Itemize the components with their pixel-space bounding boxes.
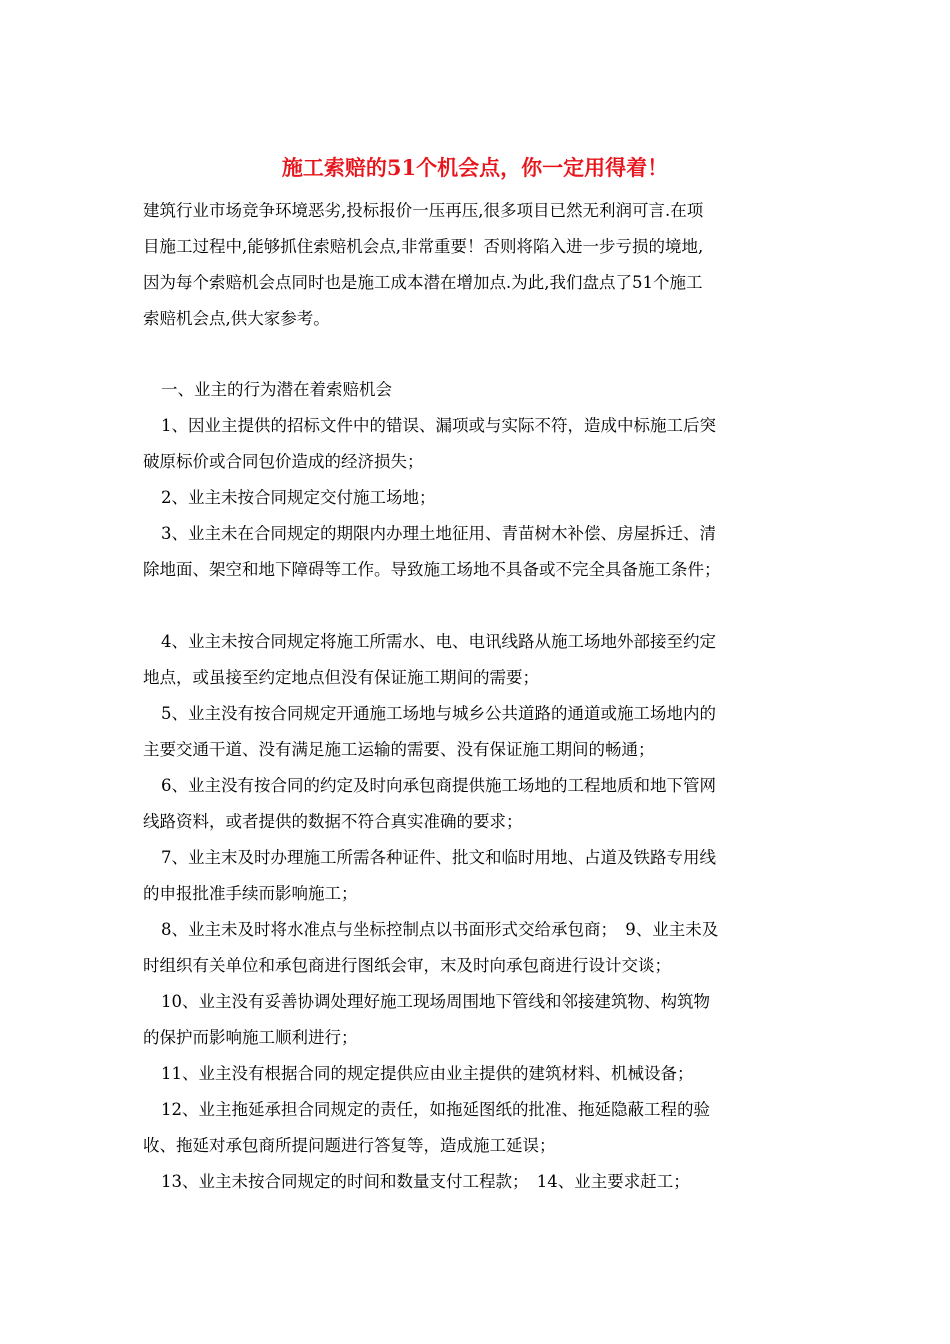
list-item-line: 11、业主没有根据合同的规定提供应由业主提供的建筑材料、机械设备； xyxy=(161,1064,694,1083)
list-item-line: 7、业主末及时办理施工所需各种证件、批文和临时用地、占道及铁路专用线 xyxy=(161,848,716,867)
claims-list xyxy=(143,372,809,1200)
list-item-line: 5、业主没有按合同规定开通施工场地与城乡公共道路的通道或施工场地内的 xyxy=(161,704,716,723)
list-item-line: 3、业主未在合同规定的期限内办理土地征用、青苗树木补偿、房屋拆迁、清 xyxy=(161,524,716,543)
list-item xyxy=(143,516,809,588)
list-item-line: 13、业主未按合同规定的时间和数量支付工程款； 14、业主要求赶工； xyxy=(161,1172,690,1191)
list-item-line: 破原标价或合同包价造成的经济损失； xyxy=(143,452,424,471)
list-item-line: 主要交通干道、没有满足施工运输的需要、没有保证施工期间的畅通； xyxy=(143,740,655,759)
intro-line: 目施工过程中,能够抓住索赔机会点,非常重要！否则将陷入进一步亏损的境地, xyxy=(143,237,704,256)
list-item-line: 12、业主拖延承担合同规定的责任，如拖延图纸的批准、拖延隐蔽工程的验 xyxy=(161,1100,710,1119)
list-item-line: 线路资料，或者提供的数据不符合真实准确的要求； xyxy=(143,812,523,831)
list-item-line: 时组织有关单位和承包商进行图纸会审，末及时向承包商进行设计交谈； xyxy=(143,956,671,975)
document-title: 施工索赔的51个机会点，你一定用得着！ xyxy=(281,155,669,180)
list-item xyxy=(143,1092,809,1164)
list-item xyxy=(143,408,809,480)
list-item-line: 2、业主未按合同规定交付施工场地； xyxy=(161,488,436,507)
list-item xyxy=(143,840,809,912)
list-item-line: 4、业主未按合同规定将施工所需水、电、电讯线路从施工场地外部接至约定 xyxy=(161,632,716,651)
list-item-line: 10、业主没有妥善协调处理好施工现场周围地下管线和邻接建筑物、构筑物 xyxy=(161,992,710,1011)
list-item-line: 6、业主没有按合同的约定及时向承包商提供施工场地的工程地质和地下管网 xyxy=(161,776,716,795)
list-item-line: 除地面、架空和地下障碍等工作。导致施工场地不具备或不完全具备施工条件； xyxy=(143,560,721,579)
list-item xyxy=(143,1056,809,1092)
list-item xyxy=(143,984,809,1056)
intro-line: 建筑行业市场竞争环境恶劣,投标报价一压再压,很多项目已然无利润可言.在项 xyxy=(143,201,704,220)
list-item-line: 地点，或虽接至约定地点但没有保证施工期间的需要； xyxy=(143,668,539,687)
intro-line: 索赔机会点,供大家参考。 xyxy=(143,309,330,328)
list-item-line: 8、业主未及时将水准点与坐标控制点以书面形式交给承包商； 9、业主未及 xyxy=(161,920,719,939)
intro-paragraph xyxy=(143,193,809,337)
list-item-line: 收、拖延对承包商所提问题进行答复等，造成施工延误； xyxy=(143,1136,556,1155)
section-heading: 一、业主的行为潜在着索赔机会 xyxy=(161,380,392,399)
list-item xyxy=(143,1164,809,1200)
blank-line xyxy=(143,588,809,624)
intro-line: 因为每个索赔机会点同时也是施工成本潜在增加点.为此,我们盘点了51个施工 xyxy=(143,273,703,292)
list-item xyxy=(143,480,809,516)
list-item xyxy=(143,696,809,768)
list-item xyxy=(143,768,809,840)
list-item xyxy=(143,624,809,696)
list-item-line: 的保护而影响施工顺利进行； xyxy=(143,1028,358,1047)
list-item-line: 的申报批准手续而影响施工； xyxy=(143,884,358,903)
list-item-line: 1、因业主提供的招标文件中的错误、漏项或与实际不符，造成中标施工后突 xyxy=(161,416,716,435)
list-item xyxy=(143,912,809,984)
